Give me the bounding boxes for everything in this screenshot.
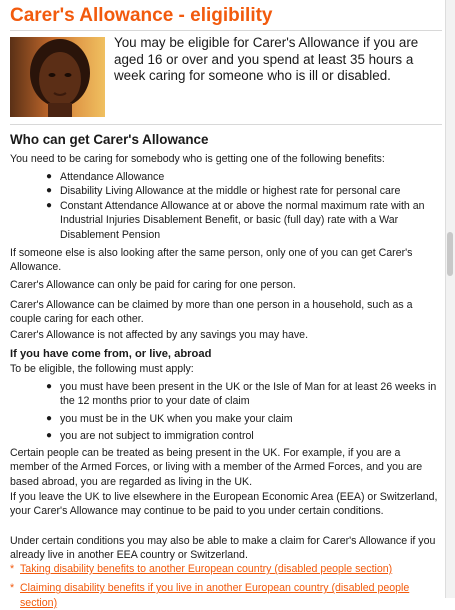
eea-leave-text: If you leave the UK to live elsewhere in the European Economic Area (EEA) or Switzerland, your Carer's Allowance may continue to be paid to you under certain conditions. xyxy=(10,491,438,518)
household-text: Carer's Allowance can be claimed by more than one person in a household, such as a couple caring for each other. xyxy=(10,299,413,326)
bullet-icon: ● xyxy=(46,412,53,424)
savings-text: Carer's Allowance is not affected by any savings you may have. xyxy=(10,329,309,341)
who-can-get-heading: Who can get Carer's Allowance xyxy=(10,132,209,147)
condition-text: you must have been present in the UK or the Isle of Man for at least 26 weeks in the 12 months prior to your date of claim xyxy=(60,381,437,408)
benefit-text: Disability Living Allowance at the middle or highest rate for personal care xyxy=(60,185,401,198)
list-item xyxy=(10,412,442,426)
condition-text: you are not subject to immigration control xyxy=(60,430,254,443)
related-link[interactable]: Claiming disability benefits if you live in another European country (disabled people section) xyxy=(20,582,410,609)
bullet-icon: ● xyxy=(46,430,53,442)
bullet-icon: ● xyxy=(46,171,53,182)
list-item xyxy=(10,380,442,409)
asterisk-icon: * xyxy=(10,563,15,575)
vertical-scrollbar[interactable] xyxy=(445,0,455,598)
intro-text: You may be eligible for Carer's Allowance if you are aged 16 or over and you spend at least 35 hours a week caring for someone who is ill or disabled. xyxy=(114,35,419,84)
eea-claim-text: Under certain conditions you may also be able to make a claim for Carer's Allowance if you already live in another EEA country or Switzerland. xyxy=(10,535,436,562)
list-item xyxy=(10,199,442,242)
title-divider xyxy=(10,30,442,31)
list-item xyxy=(10,429,442,443)
abroad-heading: If you have come from, or live, abroad xyxy=(10,348,212,360)
abroad-conditions-list xyxy=(10,380,442,444)
benefits-list xyxy=(10,170,442,242)
benefits-lead-text: You need to be caring for somebody who is getting one of the following benefits: xyxy=(10,153,385,165)
list-item xyxy=(10,170,442,184)
armed-forces-text: Certain people can be treated as being present in the UK. For example, if you are a member of the Armed Forces, or living with a member of the Armed Forces, and you are based abroad, you are regarded as living in the UK. xyxy=(10,447,423,488)
benefit-text: Attendance Allowance xyxy=(60,171,165,183)
intro-divider xyxy=(10,124,442,125)
carer-photo xyxy=(10,37,105,117)
related-link[interactable]: Taking disability benefits to another European country (disabled people section) xyxy=(20,563,393,575)
asterisk-icon: * xyxy=(10,582,15,595)
scrollbar-thumb[interactable] xyxy=(447,232,453,276)
bullet-icon: ● xyxy=(46,199,53,211)
abroad-lead-text: To be eligible, the following must apply: xyxy=(10,363,194,375)
list-item xyxy=(10,562,442,576)
list-item xyxy=(10,581,442,610)
carer-portrait-image xyxy=(10,37,105,117)
one-person-text: Carer's Allowance can only be paid for caring for one person. xyxy=(10,279,296,291)
only-one-carer-text: If someone else is also looking after the same person, only one of you can get Carer's Allowance. xyxy=(10,247,413,274)
benefit-text: Constant Attendance Allowance at or above the normal maximum rate with an Industrial Injuries Disablement Benefit, or basic (full day) rate with a War Disablement Pension xyxy=(60,199,425,241)
related-links-list xyxy=(10,562,442,610)
bullet-icon: ● xyxy=(46,185,53,197)
page-title: Carer's Allowance - eligibility xyxy=(10,5,273,26)
condition-text: you must be in the UK when you make your claim xyxy=(60,412,293,425)
list-item xyxy=(10,184,442,198)
bullet-icon: ● xyxy=(46,381,53,392)
